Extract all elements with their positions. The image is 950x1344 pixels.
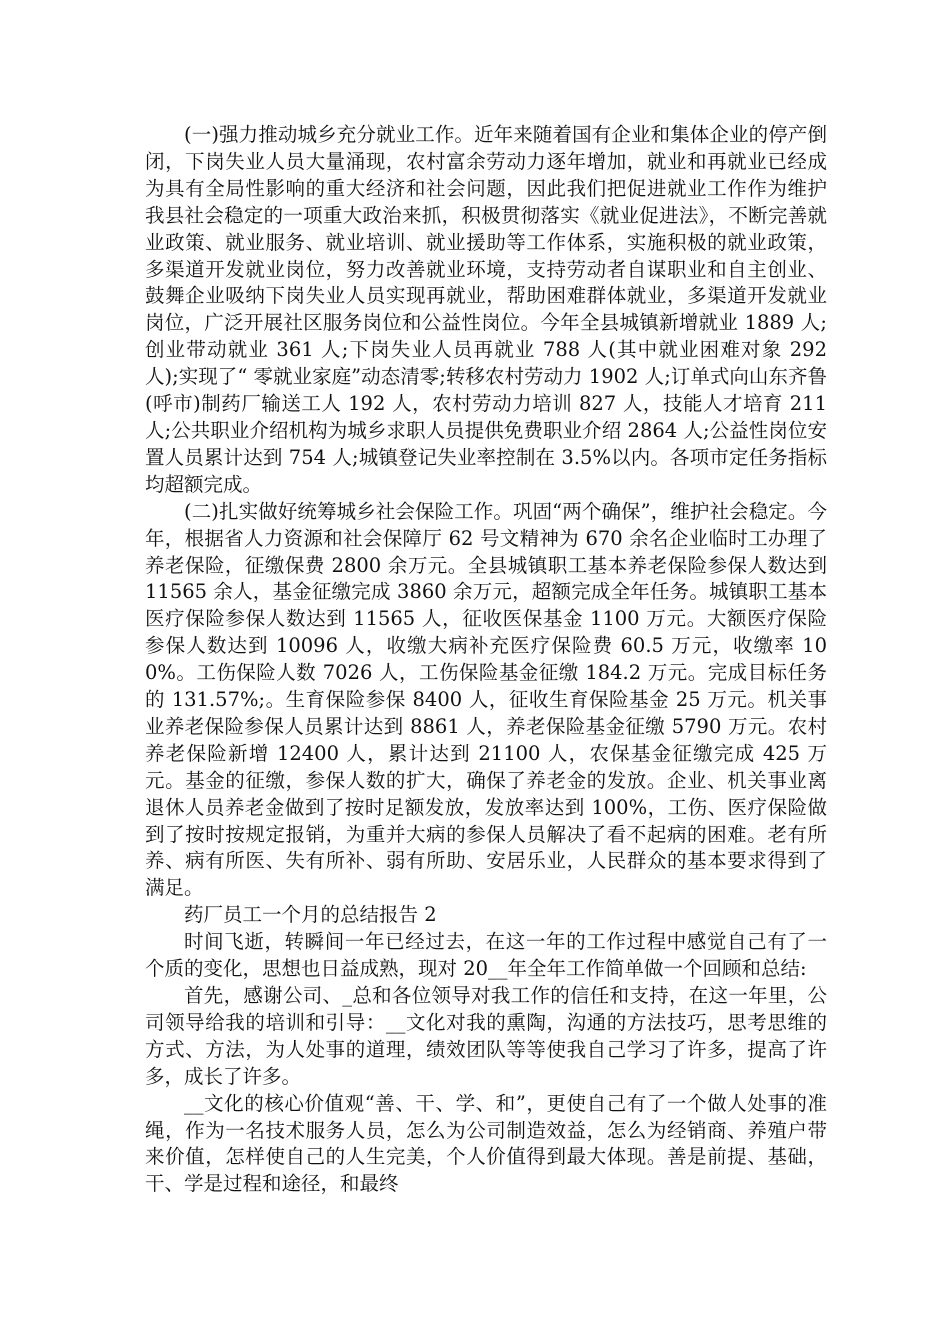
paragraph-social-insurance: (二)扎实做好统筹城乡社会保险工作。巩固“两个确保”，维护社会稳定。今年，根据省人力资源和社会保障厅 62 号文精神为 670 余名企业临时工办理了养老保险，征缴保费 2800 余万元。全县城镇职工基本养老保险参保人数达到 11565 余人，基金征缴完成 3860 余万元，超额完成全年任务。城镇职工基本医疗保险参保人数达到 11565 人，征收医保基金 1100 万元。大额医疗保险参保人数达到 10096 人，收缴大病补充医疗保险费 60.5 万元，收缴率 100%。工伤保险人数 7026 人，工伤保险基金征缴 184.2 万元。完成目标任务的 131.57%;。生育保险参保 8400 人，征收生育保险基金 25 万元。机关事业养老保险参保人员累计达到 8861 人，养老保险基金征缴 5790 万元。农村养老保险新增 12400 人，累计达到 21100 人，农保基金征缴完成 425 万元。基金的征缴，参保人数的扩大，确保了养老金的发放。企业、机关事业离退休人员养老金做到了按时足额发放，发放率达到 100%，工伤、医疗保险做到了按时按规定报销，为重并大病的参保人员解决了看不起病的困难。老有所养、病有所医、失有所补、弱有所助、安居乐业，人民群众的基本要求得到了满足。: [145, 499, 827, 900]
paragraph-core-values: __文化的核心价值观“善、干、学、和”，更使自己有了一个做人处事的准绳，作为一名技术服务人员，怎么为公司制造效益，怎么为经销商、养殖户带来价值，怎样使自己的人生完美，个人价值得到最大体现。善是前提、基础，干、学是过程和途径，和最终: [145, 1091, 827, 1196]
report-subtitle: 药厂员工一个月的总结报告 2: [184, 903, 437, 927]
document-body: [145, 122, 827, 1198]
paragraph-year-review: 时间飞逝，转瞬间一年已经过去，在这一年的工作过程中感觉自己有了一个质的变化，思想也日益成熟，现对 20__年全年工作简单做一个回顾和总结:: [145, 930, 827, 981]
paragraph-thanks: 首先，感谢公司、_总和各位领导对我工作的信任和支持，在这一年里，公司领导给我的培训和引导：__文化对我的熏陶，沟通的方法技巧，思考思维的方式、方法，为人处事的道理，绩效团队等等使我自己学习了许多，提高了许多，成长了许多。: [145, 984, 827, 1088]
paragraph-employment-work: (一)强力推动城乡充分就业工作。近年来随着国有企业和集体企业的停产倒闭，下岗失业人员大量涌现，农村富余劳动力逐年增加，就业和再就业已经成为具有全局性影响的重大经济和社会问题，因此我们把促进就业工作作为维护我县社会稳定的一项重大政治来抓，积极贯彻落实《就业促进法》，不断完善就业政策、就业服务、就业培训、就业援助等工作体系，实施积极的就业政策，多渠道开发就业岗位，努力改善就业环境，支持劳动者自谋职业和自主创业、鼓舞企业吸纳下岗失业人员实现再就业，帮助困难群体就业，多渠道开发就业岗位，广泛开展社区服务岗位和公益性岗位。今年全县城镇新增就业 1889 人;创业带动就业 361 人;下岗失业人员再就业 788 人(其中就业困难对象 292 人);实现了“ 零就业家庭”动态清零;转移农村劳动力 1902 人;订单式向山东齐鲁(呼市)制药厂输送工人 192 人，农村劳动力培训 827 人，技能人才培育 211 人;公共职业介绍机构为城乡求职人员提供免费职业介绍 2864 人;公益性岗位安置人员累计达到 754 人;城镇登记失业率控制在 3.5%以内。各项市定任务指标均超额完成。: [145, 123, 827, 496]
